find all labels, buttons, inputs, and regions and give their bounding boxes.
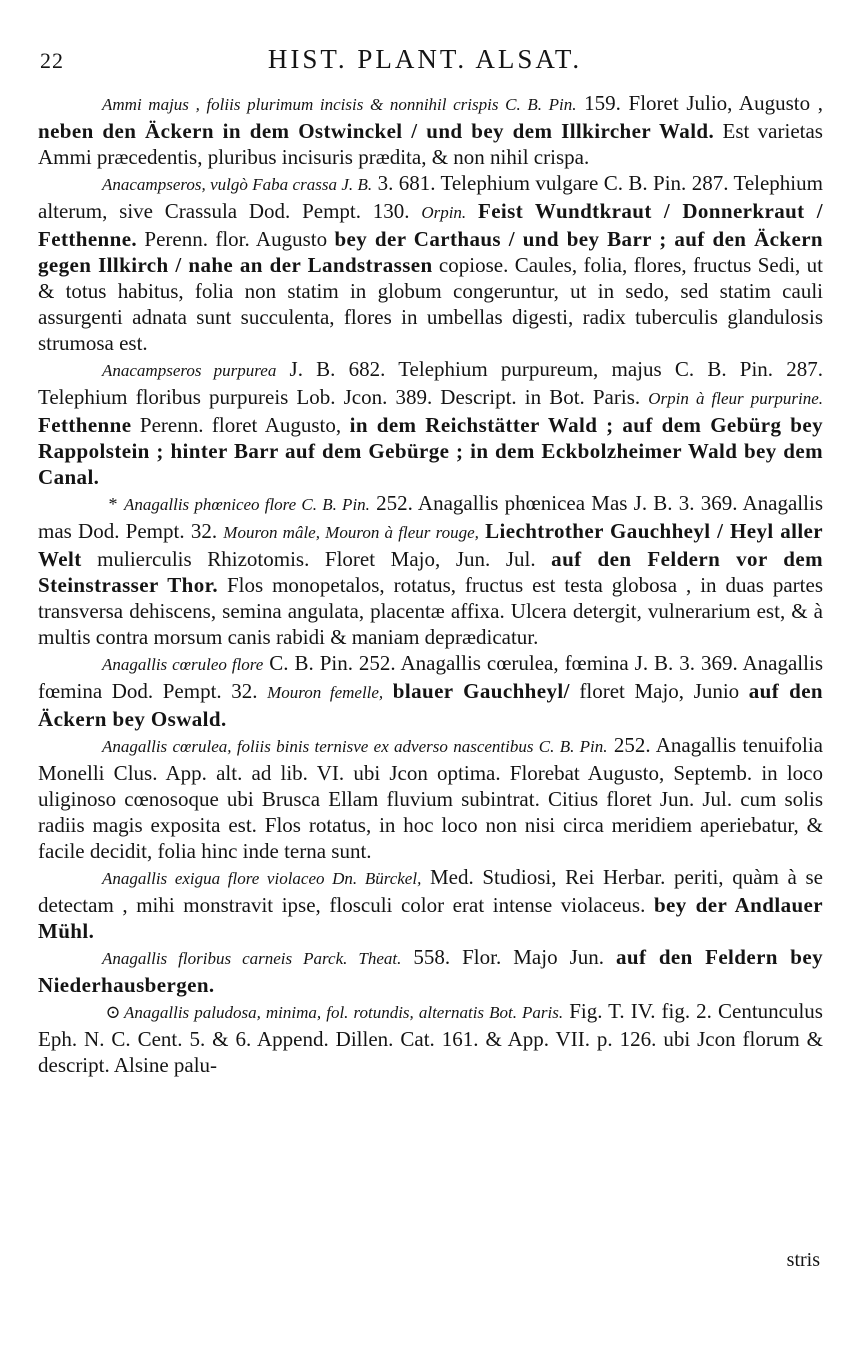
entry-text: 159. Floret Julio, Augusto , bbox=[576, 91, 823, 115]
entry-text: Perenn. flor. Augusto bbox=[137, 227, 335, 251]
latin-name: Orpin à fleur purpurine. bbox=[648, 389, 823, 408]
entry-text: J. B. 682. Telephium purpureum, majus C. B. Pin. 287. Telephium floribus purpureis Lob. Jcon. 389. Descript. in Bot. Paris. bbox=[38, 357, 823, 409]
entry-text: floret Majo, Junio bbox=[569, 679, 749, 703]
herbal-entry bbox=[38, 356, 823, 490]
herbal-entry bbox=[38, 170, 823, 356]
german-text: Liechtrother Gauchheyl / Heyl aller Welt bbox=[38, 519, 824, 571]
entry-text: Flos monopetalos, rotatus, fructus est testa globosa , in duas partes transversa dehiscens, semina angulata, placentæ affixa. Ulcera detergit, vulnerarium est, & à multis contra morsum canis rabidi & maniam deprædicatur. bbox=[38, 573, 823, 649]
entry-indent bbox=[38, 171, 102, 195]
latin-name: Mouron femelle, bbox=[267, 683, 384, 702]
latin-name: Anagallis paludosa, minima, fol. rotundis, alternatis Bot. Paris. bbox=[124, 1003, 564, 1022]
entry-marker: * bbox=[108, 494, 118, 514]
entry-indent bbox=[38, 651, 102, 675]
latin-name: Anagallis cœruleo flore bbox=[102, 655, 264, 674]
latin-name: Anagallis phœniceo flore C. B. Pin. bbox=[124, 495, 370, 514]
german-text: Feist Wundtkraut / Donnerkraut / Fetthenne. bbox=[38, 199, 823, 251]
latin-name: Ammi majus , foliis plurimum incisis & nonnihil crispis C. B. Pin. bbox=[102, 95, 577, 114]
entry-text: mulierculis Rhizotomis. Floret Majo, Jun. Jul. bbox=[81, 547, 552, 571]
latin-name: Anagallis floribus carneis Parck. Theat. bbox=[102, 949, 402, 968]
entry-indent bbox=[38, 733, 102, 757]
entry-marker: ⊙ bbox=[105, 1002, 121, 1022]
entry-text: copiose. Caules, folia, flores, fructus Sedi, ut & totus habitus, folia non statim in globum congeruntur, ut in sedo, sed statim cauli assurgenti adnata sunt succulenta, flores in umbellas digesti, radix tuberculis glandulosis strumosa est. bbox=[38, 253, 823, 355]
entry-indent bbox=[38, 491, 102, 515]
german-text: auf den Äckern bey Oswald. bbox=[38, 679, 823, 731]
running-title: HIST. PLANT. ALSAT. bbox=[267, 44, 583, 74]
german-text: auf den Feldern bey Niederhausbergen. bbox=[38, 945, 824, 997]
entry-text bbox=[383, 679, 393, 703]
german-text: bey der Carthaus / und bey Barr ; auf den Äckern gegen Illkirch / nahe an der Landstrassen bbox=[38, 227, 824, 277]
entry-indent bbox=[38, 865, 102, 889]
entry-text: 252. Anagallis tenuifolia Monelli Clus. App. alt. ad lib. VI. ubi Jcon optima. Florebat Augusto, Septemb. in loco uliginoso cœnosoque ubi Brusca Ellam fluvium subintrat. Citius floret Jun. Jul. cum solis radiis magis exposita est. Flos rotatus, in hoc loco non nisi circa meridiem aperiebatur, & facile decidit, folia hinc inde terna sunt. bbox=[38, 733, 823, 863]
entry-text: 252. Anagallis phœnicea Mas J. B. 3. 369. Anagallis mas Dod. Pempt. 32. bbox=[38, 491, 823, 543]
german-text: neben den Äckern in dem Ostwinckel / und bey dem Illkircher Wald. bbox=[38, 119, 715, 143]
entry-indent bbox=[38, 999, 102, 1023]
page-header bbox=[0, 30, 850, 86]
herbal-entry bbox=[38, 490, 823, 650]
herbal-entry bbox=[38, 90, 823, 170]
latin-name: Anagallis cœrulea, foliis binis ternisve ex adverso nascentibus C. B. Pin. bbox=[102, 737, 608, 756]
entry-indent bbox=[38, 945, 102, 969]
german-text: in dem Reichstätter Wald ; auf dem Gebürg bey Rappolstein ; hinter Barr auf dem Gebürge ; in dem Eckbolzheimer Wald bey dem Canal. bbox=[38, 413, 823, 489]
herbal-entry bbox=[38, 944, 823, 998]
german-text: auf den Feldern vor dem Steinstrasser Thor. bbox=[38, 547, 823, 597]
entry-text: Fig. T. IV. fig. 2. Centunculus Eph. N. C. Cent. 5. & 6. Append. Dillen. Cat. 161. & App. VII. p. 126. ubi Jcon florum & descript. Alsine palu- bbox=[38, 999, 823, 1077]
herbal-entry bbox=[38, 650, 823, 732]
latin-name: Orpin. bbox=[421, 203, 467, 222]
page-number: 22 bbox=[40, 48, 64, 73]
herbal-entry bbox=[38, 998, 823, 1078]
german-text: Fetthenne bbox=[38, 413, 132, 437]
entry-indent bbox=[38, 357, 102, 381]
herbal-entry bbox=[38, 864, 823, 944]
entry-text: C. B. Pin. 252. Anagallis cœrulea, fœmina J. B. 3. 369. Anagallis fœmina Dod. Pempt. 32. bbox=[38, 651, 823, 703]
entry-text: Est varietas Ammi præcedentis, pluribus incisuris prædita, & non nihil crispa. bbox=[38, 119, 823, 169]
entry-text: 558. Flor. Majo Jun. bbox=[401, 945, 617, 969]
latin-name: Mouron mâle, Mouron à fleur rouge, bbox=[223, 523, 479, 542]
herbal-entry bbox=[38, 732, 823, 864]
german-text: blauer Gauchheyl/ bbox=[392, 679, 570, 703]
entry-indent bbox=[38, 91, 102, 115]
latin-name: Anacampseros, vulgò Faba crassa J. B. bbox=[102, 175, 373, 194]
latin-name: Anacampseros purpurea bbox=[102, 361, 277, 380]
latin-name: Anagallis exigua flore violaceo Dn. Bürckel, bbox=[102, 869, 422, 888]
entry-text: Med. Studiosi, Rei Herbar. periti, quàm à se detectam , mihi monstravit ipse, flosculi color erat intense violaceus. bbox=[38, 865, 823, 917]
entry-text: Perenn. floret Augusto, bbox=[131, 413, 350, 437]
text-body bbox=[38, 90, 823, 1078]
entry-text: 3. 681. Telephium vulgare C. B. Pin. 287. Telephium alterum, sive Crassula Dod. Pempt. 130. bbox=[38, 171, 823, 223]
entry-text bbox=[466, 199, 478, 223]
catchword: stris bbox=[786, 1249, 820, 1271]
german-text: bey der Andlauer Mühl. bbox=[38, 893, 823, 943]
